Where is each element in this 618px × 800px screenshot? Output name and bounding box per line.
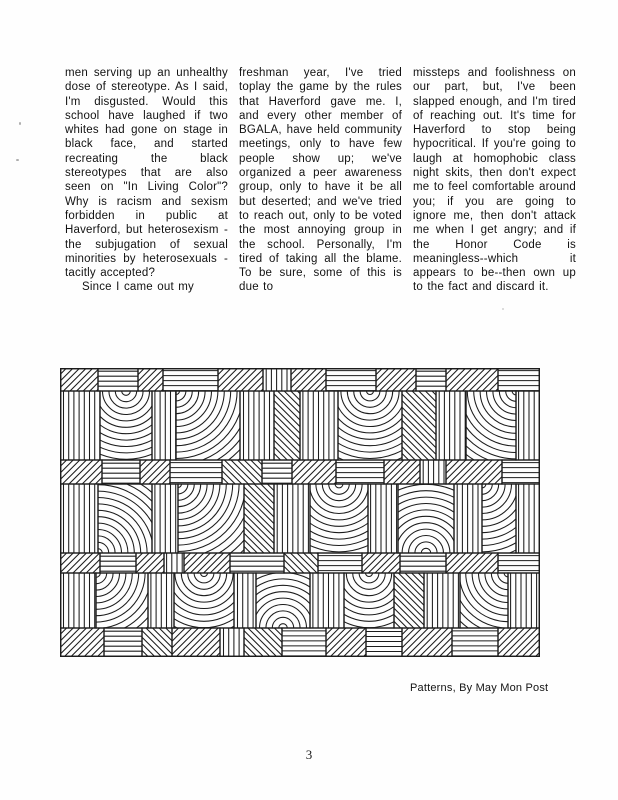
column-1-paragraph-1: men serving up an unhealthy dose of stereotype. As I said, I'm disgusted. Would this school have laughed if two whites had gone on stage in black face, and started recreating the black stereotypes that are also seen on "In Living Color"? Why is racism and sexism forbidden in public at Haverford, but heterosexism - the subjugation of sexual minorities by heterosexuals - tacitly accepted? xyxy=(65,67,228,280)
pattern-artwork xyxy=(60,368,540,657)
page-number: 3 xyxy=(305,747,313,762)
column-1-paragraph-2: Since I came out my xyxy=(82,281,194,294)
article-column-3 xyxy=(413,66,576,295)
article-columns xyxy=(65,66,576,295)
column-3-paragraph-1: missteps and foolishness on our part, but, I've been slapped enough, and I'm tired of reaching out. It's time for Haverford to stop being hypocritical. If you're going to laugh at homophobic class night skits, then don't expect me to feel comfortable around you; if you are going to ignore me, then don't attack me when I get angry; and if the Honor Code is meaningless--which it appears to be--then own up to the fact and discard it. xyxy=(413,67,576,294)
column-2-paragraph-1: freshman year, I've tried toplay the game by the rules that Haverford gave me. I, and every other member of BGALA, have held community meetings, only to have few people show up; we've organized a peer awareness group, only to have it be all but deserted; and we've tried to reach out, only to be voted the most annoying group in the school. Personally, I'm tired of taking all the blame. To be sure, some of this is due to xyxy=(239,67,402,294)
pattern-artwork-svg xyxy=(60,368,540,657)
article-column-2 xyxy=(239,66,402,295)
scan-speck xyxy=(502,308,504,310)
scan-speck xyxy=(19,122,21,125)
artwork-caption: Patterns, By May Mon Post xyxy=(410,682,549,694)
scan-speck xyxy=(16,159,19,161)
article-column-1 xyxy=(65,66,228,295)
